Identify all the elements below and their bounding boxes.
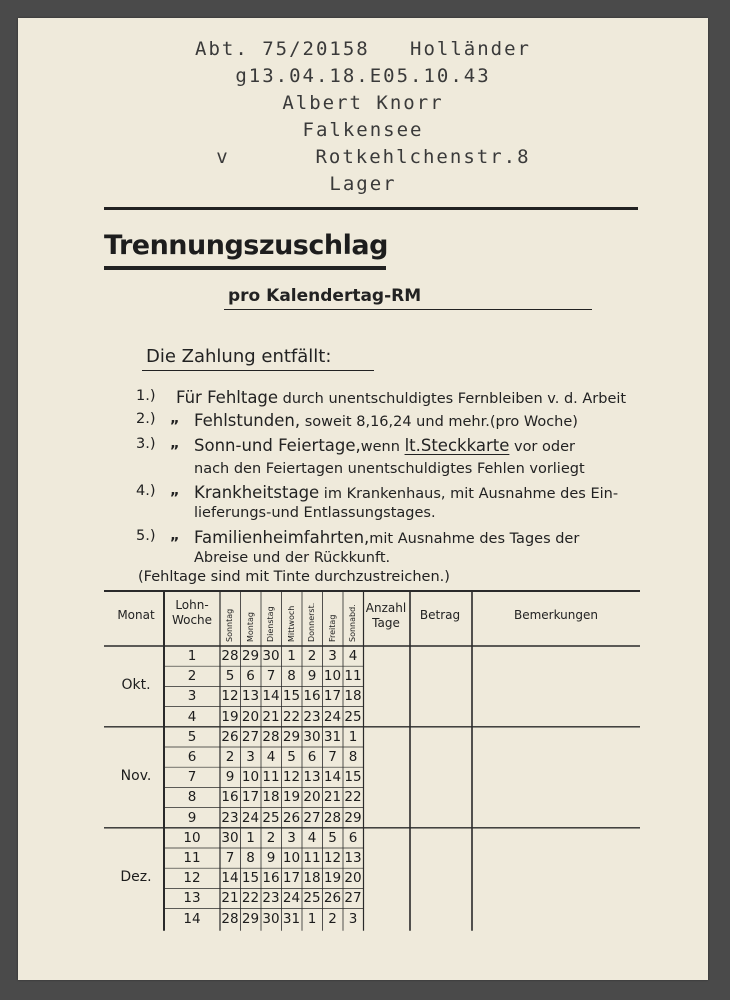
week-number: 14 <box>183 910 201 927</box>
week-number: 5 <box>187 728 197 745</box>
day-cell: 12 <box>221 688 239 705</box>
day-cell: 4 <box>307 829 317 846</box>
header-day: Mittwoch <box>286 605 296 642</box>
day-cell: 16 <box>262 870 280 887</box>
week-number: 6 <box>187 749 197 765</box>
day-cell: 18 <box>344 688 362 705</box>
day-cell: 1 <box>246 829 255 846</box>
day-cell: 29 <box>282 728 301 745</box>
header-day: Donnerst. <box>307 602 316 642</box>
day-cell: 17 <box>282 870 301 887</box>
day-cell: 14 <box>262 688 280 705</box>
day-cell: 18 <box>262 789 280 806</box>
day-cell: 9 <box>225 769 235 786</box>
day-cell: 3 <box>246 749 255 765</box>
day-cell: 28 <box>221 910 239 927</box>
day-cell: 10 <box>323 668 342 685</box>
day-cell: 22 <box>282 708 301 725</box>
day-cell: 23 <box>221 809 239 826</box>
day-cell: 13 <box>344 850 362 866</box>
day-cell: 7 <box>266 668 276 685</box>
month-label: Dez. <box>120 869 152 886</box>
day-cell: 1 <box>307 910 317 927</box>
day-cell: 6 <box>307 749 317 765</box>
day-cell: 23 <box>303 708 321 725</box>
week-number: 8 <box>187 789 197 806</box>
day-cell: 7 <box>225 850 235 866</box>
day-cell: 16 <box>303 688 321 705</box>
day-cell: 6 <box>246 668 255 685</box>
week-number: 9 <box>187 809 197 826</box>
day-cell: 3 <box>328 648 337 664</box>
day-cell: 18 <box>303 870 321 887</box>
day-cell: 25 <box>262 809 280 826</box>
day-cell: 11 <box>344 668 362 685</box>
header-day: Montag <box>245 612 255 642</box>
day-cell: 1 <box>287 648 296 664</box>
day-cell: 15 <box>241 870 260 887</box>
day-cell: 27 <box>241 728 260 745</box>
header-lohn: Lohn- Woche <box>171 598 213 627</box>
day-cell: 20 <box>241 708 260 725</box>
day-cell: 9 <box>307 668 317 685</box>
day-cell: 17 <box>323 688 342 705</box>
day-cell: 20 <box>344 870 362 887</box>
header-day: Sonnabd. <box>348 604 357 642</box>
day-cell: 21 <box>323 789 342 806</box>
day-cell: 27 <box>303 809 321 826</box>
header-day: Freitag <box>327 614 337 642</box>
day-cell: 4 <box>266 749 276 765</box>
address-line-6: Lager <box>329 173 397 195</box>
day-cell: 5 <box>225 668 235 685</box>
day-cell: 2 <box>307 648 317 664</box>
day-cell: 1 <box>348 728 358 745</box>
day-cell: 10 <box>241 769 260 786</box>
week-number: 3 <box>187 688 197 705</box>
day-cell: 24 <box>323 708 342 725</box>
day-cell: 2 <box>328 910 337 927</box>
page-subtitle: pro Kalendertag-RM <box>228 286 422 306</box>
day-cell: 26 <box>282 809 301 826</box>
day-cell: 12 <box>282 769 301 786</box>
day-cell: 9 <box>266 850 276 866</box>
day-cell: 2 <box>266 829 276 846</box>
day-cell: 2 <box>225 749 235 765</box>
day-cell: 13 <box>241 688 260 705</box>
day-cell: 8 <box>287 668 296 685</box>
day-cell: 24 <box>241 809 260 826</box>
month-label: Nov. <box>120 768 152 785</box>
day-cell: 11 <box>262 769 280 786</box>
header-bemerkungen: Bemerkungen <box>513 608 599 622</box>
week-number: 12 <box>183 870 201 887</box>
day-cell: 31 <box>282 910 301 927</box>
day-cell: 28 <box>221 648 239 664</box>
page-title: Trennungszuschlag <box>104 230 388 261</box>
day-cell: 26 <box>323 890 342 907</box>
address-line-1: Abt. 75/20158 Holländer <box>195 38 531 60</box>
day-cell: 30 <box>221 829 239 846</box>
day-cell: 12 <box>323 850 342 866</box>
form-sheet: Abt. 75/20158 Holländer g13.04.18.E05.10.43 Albert Knorr Falkensee v Rotkehlchenstr.8 Lager Trennungszuschlag pro Kalendertag-RM Die Zahlung entfällt: 1.) Für Fehltage durch unentschuldigtes Fernbleiben v. d. Arbeit 2.) „ Fehlstunden, soweit 8,16,24 und mehr.(pro Woche) 3.) „ Sonn-und Feiertage,wenn lt.Steckkarte vor oder nach den Feiertagen unentschuldigtes Fehlen vorliegt 4.) „ Krankheitstage im Krankenhaus, mit Ausnahme des Ein- lieferungs-und Entlassungstages. 5.) „ Familienheimfahrten,mit Ausnahme des Tages der Abreise und der Rückkunft. (Fehltage sind mit Tinte durchzustreichen.) Sonntag Montag Dienstag Mittwoch Donnerst. Freitag Sonnabd. 1 28 29 30 1 2 3 4 2 5 6 7 8 9 10 11 3 12 13 14 15 16 17 18 4 19 20 21 22 23 24 25 5 26 27 28 29 30 31 1 6 2 3 4 5 6 7 8 7 9 10 11 12 13 14 15 8 16 17 18 19 20 21 22 9 23 24 25 26 27 28 29 10 30 1 2 3 4 5 6 11 7 8 9 10 11 12 13 12 14 15 16 17 18 19 20 13 21 22 23 24 25 26 27 14 28 29 30 31 1 2 3 Okt. Nov. Dez. Monat Lohn- Woche Anzahl Tage Betrag Bemerkungen <box>18 18 708 980</box>
day-cell: 26 <box>221 728 239 745</box>
day-cell: 13 <box>303 769 321 786</box>
day-cell: 19 <box>323 870 342 887</box>
header-day: Sonntag <box>225 608 234 642</box>
day-cell: 11 <box>303 850 321 866</box>
header-betrag: Betrag <box>419 608 461 622</box>
week-number: 4 <box>187 708 197 725</box>
calendar-grid <box>18 18 708 980</box>
week-number: 13 <box>183 890 201 907</box>
day-cell: 19 <box>221 708 239 725</box>
day-cell: 29 <box>344 809 362 826</box>
day-cell: 3 <box>348 910 358 927</box>
day-cell: 27 <box>344 890 362 907</box>
rule-3-continued: nach den Feiertagen unentschuldigtes Fehlen vorliegt <box>194 461 585 477</box>
day-cell: 5 <box>328 829 337 846</box>
day-cell: 4 <box>348 648 358 664</box>
day-cell: 5 <box>287 749 296 765</box>
address-line-5: Rotkehlchenstr.8 <box>315 146 531 168</box>
day-cell: 20 <box>303 789 321 806</box>
day-cell: 15 <box>344 769 362 786</box>
rule-5-continued: Abreise und der Rückkunft. <box>194 550 391 566</box>
day-cell: 8 <box>246 850 255 866</box>
address-line-4: Falkensee <box>302 119 424 141</box>
ink-note: (Fehltage sind mit Tinte durchzustreichen.) <box>138 569 450 585</box>
day-cell: 30 <box>262 910 280 927</box>
day-cell: 25 <box>303 890 321 907</box>
day-cell: 28 <box>323 809 342 826</box>
day-cell: 19 <box>282 789 301 806</box>
week-number: 1 <box>187 648 197 664</box>
day-cell: 29 <box>241 648 260 664</box>
day-cell: 7 <box>328 749 337 765</box>
day-cell: 22 <box>344 789 362 806</box>
day-cell: 21 <box>262 708 280 725</box>
week-number: 2 <box>187 668 197 685</box>
header-day: Dienstag <box>266 606 275 642</box>
day-cell: 22 <box>241 890 260 907</box>
day-cell: 3 <box>287 829 296 846</box>
day-cell: 24 <box>282 890 301 907</box>
day-cell: 14 <box>323 769 342 786</box>
header-monat: Monat <box>117 608 155 622</box>
day-cell: 31 <box>323 728 342 745</box>
month-label: Okt. <box>121 677 151 694</box>
day-cell: 14 <box>221 870 239 887</box>
day-cell: 28 <box>262 728 280 745</box>
day-cell: 25 <box>344 708 362 725</box>
address-line-3: Albert Knorr <box>282 92 444 114</box>
week-number: 7 <box>187 769 197 786</box>
day-cell: 10 <box>282 850 301 866</box>
day-cell: 6 <box>348 829 358 846</box>
day-cell: 8 <box>348 749 358 765</box>
day-cell: 30 <box>303 728 321 745</box>
section-heading: Die Zahlung entfällt: <box>146 346 332 367</box>
address-mark: v <box>216 146 230 168</box>
day-cell: 16 <box>221 789 239 806</box>
day-cell: 29 <box>241 910 260 927</box>
header-anzahl: Anzahl Tage <box>365 601 407 630</box>
day-cell: 17 <box>241 789 260 806</box>
week-number: 10 <box>183 829 201 846</box>
day-cell: 15 <box>282 688 301 705</box>
week-number: 11 <box>183 850 201 866</box>
day-cell: 30 <box>262 648 280 664</box>
address-line-2: g13.04.18.E05.10.43 <box>235 65 491 87</box>
day-cell: 21 <box>221 890 239 907</box>
rule-4-continued: lieferungs-und Entlassungstages. <box>194 505 436 521</box>
day-cell: 23 <box>262 890 280 907</box>
